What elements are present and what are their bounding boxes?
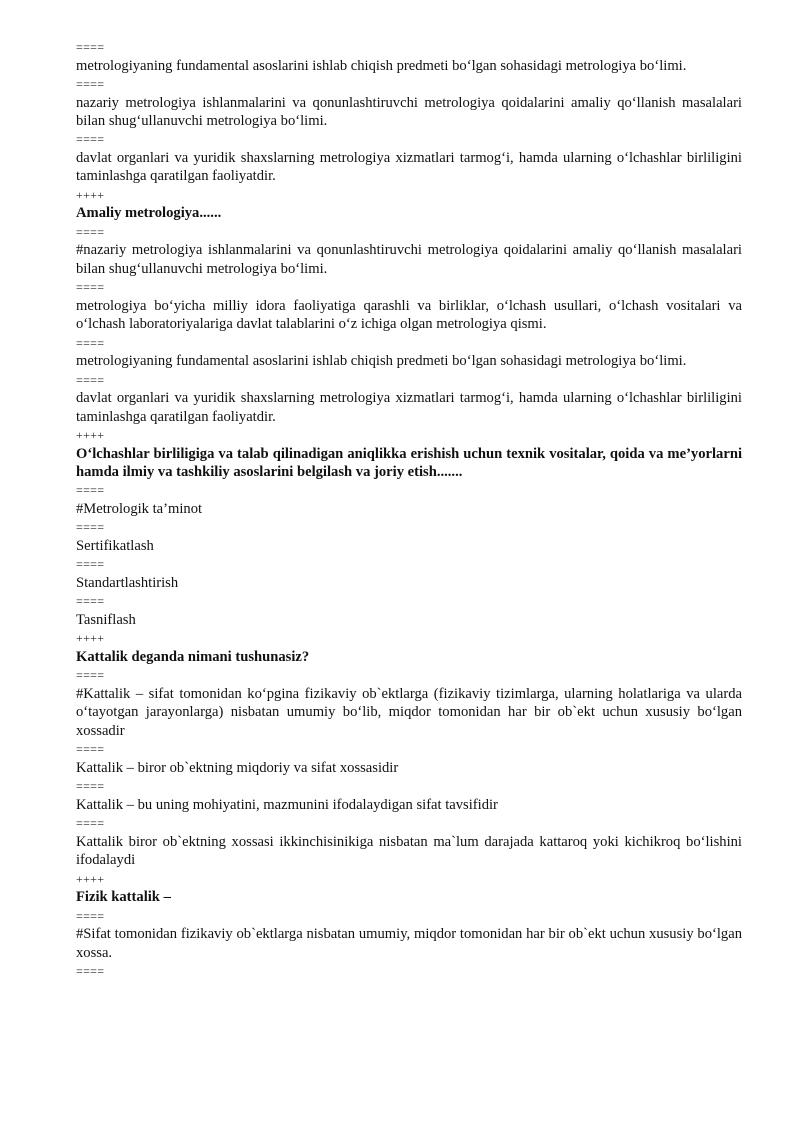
answer-text: Kattalik – bu uning mohiyatini, mazmunini ifodalaydigan sifat tavsifidir	[76, 796, 498, 813]
answer-text: Standartlashtirish	[76, 575, 179, 592]
answer-separator: ====	[76, 77, 105, 91]
answer-text: davlat organlari va yuridik shaxslarning metrologiya xizmatlari tarmogʻi, hamda ularning oʻlchashlar birliligini taminlashga qaratilgan faoliyatdir.	[76, 390, 742, 425]
question-text: Oʻlchashlar birliligiga va talab qilinadigan aniqlikka erishish uchun texnik vositalar, qoida va me’yorlarni hamda ilmiy va tashkiliy asoslarini belgilash va joriy etish.......	[76, 445, 742, 481]
answer-separator: ====	[76, 335, 105, 350]
document-page	[76, 38, 742, 981]
answer-text: Kattalik – biror ob`ektning miqdoriy va sifat xossasidir	[76, 759, 399, 776]
answer-separator: ====	[76, 742, 105, 757]
answer-separator: ====	[76, 372, 105, 387]
correct-answer-text: #Sifat tomonidan fizikaviy ob`ektlarga nisbatan umumiy, miqdor tomonidan har bir ob`ekt uchun xususiy boʻlgan xossa.	[76, 926, 742, 961]
correct-answer-text: #nazariy metrologiya ishlanmalarini va qonunlashtiruvchi metrologiya qoidalarini amaliy qoʻllanish masalalari bilan shugʻullanuvchi metrologiya boʻlimi.	[76, 242, 742, 277]
answer-separator: ====	[76, 280, 105, 295]
answer-text: metrologiyaning fundamental asoslarini ishlab chiqish predmeti boʻlgan sohasidagi metrologiya boʻlimi.	[76, 57, 687, 74]
answer-separator: ====	[76, 132, 105, 147]
answer-separator: ====	[76, 594, 105, 609]
answer-separator: ====	[76, 520, 105, 535]
question-text: Kattalik deganda nimani tushunasiz?	[76, 649, 310, 666]
answer-text: metrologiyaning fundamental asoslarini ishlab chiqish predmeti boʻlgan sohasidagi metrologiya boʻlimi.	[76, 353, 687, 370]
question-separator: ++++	[76, 428, 105, 443]
answer-text: davlat organlari va yuridik shaxslarning metrologiya xizmatlari tarmogʻi, hamda ularning oʻlchashlar birliligini taminlashga qaratilgan faoliyatdir.	[76, 150, 742, 185]
answer-separator: ====	[76, 816, 105, 831]
answer-separator: ====	[76, 557, 105, 572]
answer-text: Sertifikatlash	[76, 538, 154, 555]
answer-separator: ====	[76, 964, 105, 979]
question-separator: ++++	[76, 187, 105, 202]
question-separator: ++++	[76, 871, 105, 886]
correct-answer-text: #Kattalik – sifat tomonidan koʻpgina fizikaviy ob`ektlarga (fizikaviy tizimlarga, ularning holatlariga va ularda oʻtayotgan jarayonlarga) nisbatan umumiy boʻlib, miqdor tomonidan har bir ob`ekt uchun xususiy boʻlgan xossadir	[76, 686, 742, 739]
answer-separator: ====	[76, 668, 105, 683]
answer-text: metrologiya boʻyicha milliy idora faoliyatiga qarashli va birliklar, oʻlchash usullari, oʻlchash vositalari va oʻlchash laboratoriyalariga davlat talablarini oʻz ichiga olgan metrologiya qismi.	[76, 297, 742, 333]
question-text: Amaliy metrologiya......	[76, 205, 222, 222]
answer-separator: ====	[76, 40, 105, 54]
answer-separator: ====	[76, 908, 105, 923]
answer-text: nazariy metrologiya ishlanmalarini va qonunlashtiruvchi metrologiya qoidalarini amaliy qoʻllanish masalalari bilan shugʻullanuvchi metrologiya boʻlimi.	[76, 94, 742, 129]
answer-separator: ====	[76, 779, 105, 794]
question-text: Fizik kattalik –	[76, 889, 171, 906]
answer-text: Kattalik biror ob`ektning xossasi ikkinchisinikiga nisbatan ma`lum darajada kattaroq yoki kichikroq boʻlishini ifodalaydi	[76, 833, 742, 869]
answer-separator: ====	[76, 224, 105, 239]
answer-separator: ====	[76, 483, 105, 498]
question-separator: ++++	[76, 631, 105, 646]
correct-answer-text: #Metrologik ta’minot	[76, 501, 203, 518]
answer-text: Tasniflash	[76, 612, 136, 629]
